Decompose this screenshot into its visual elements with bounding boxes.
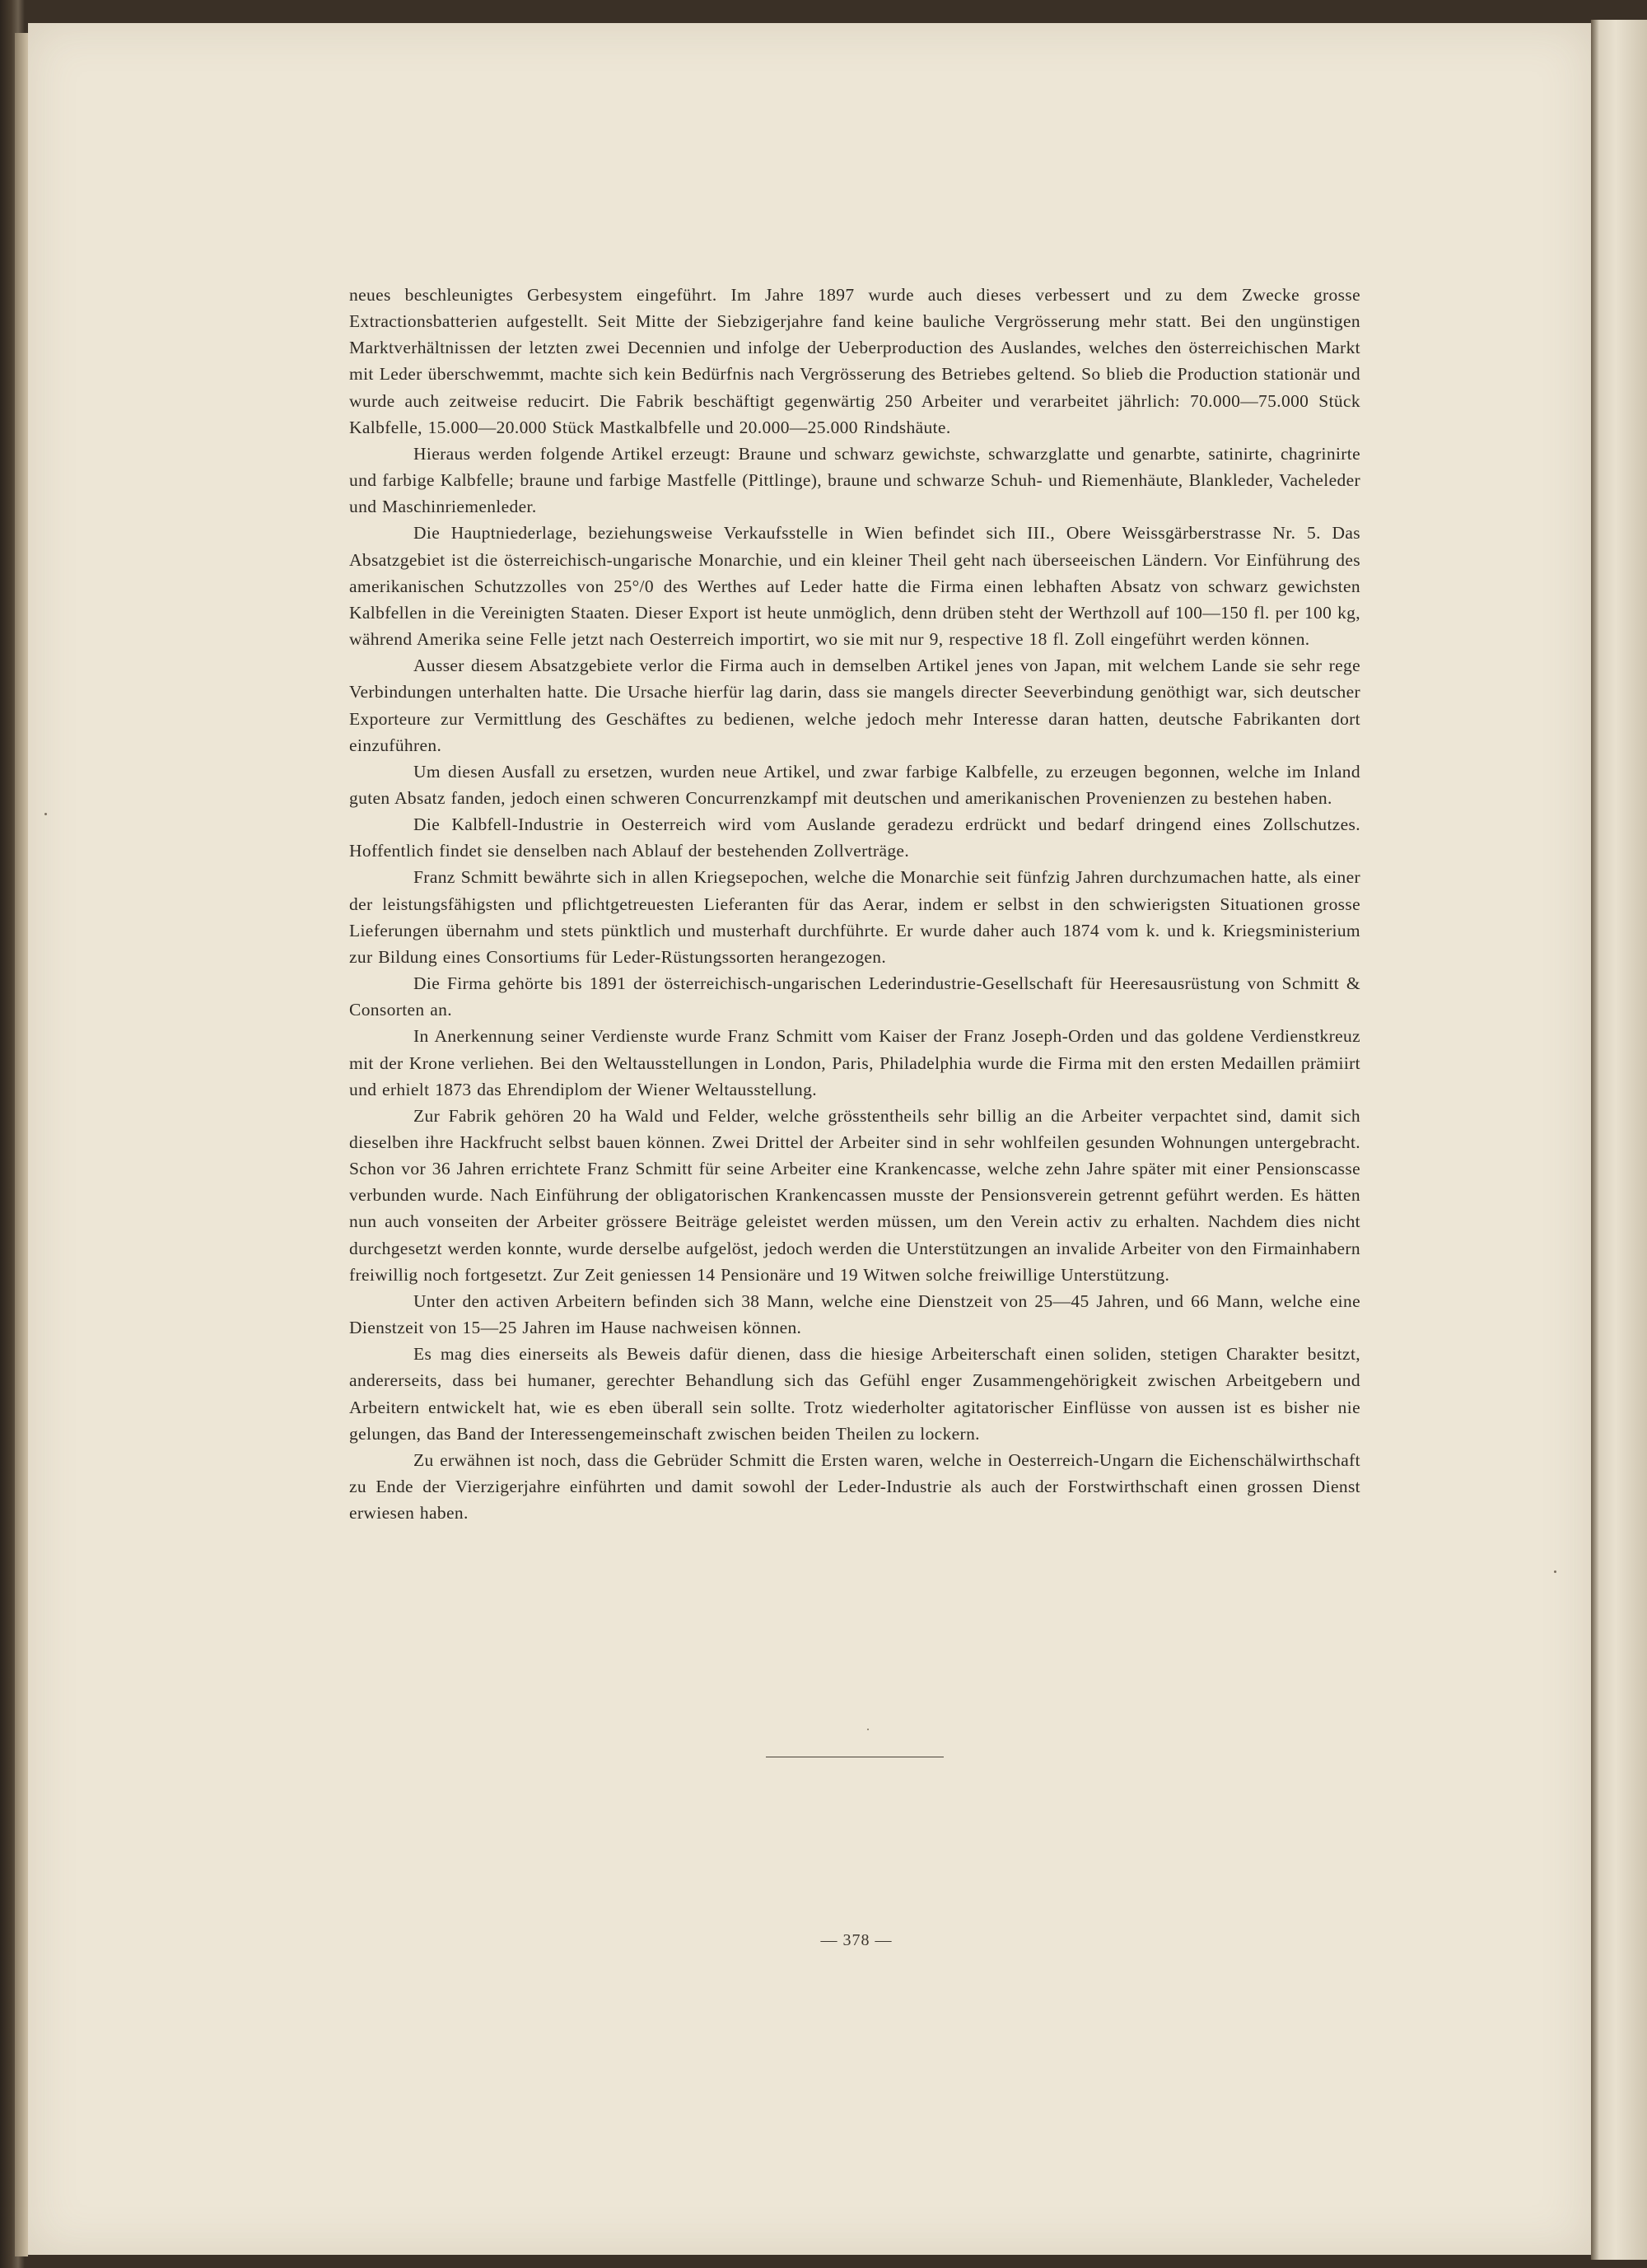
paper-speck <box>44 813 47 815</box>
paragraph: Franz Schmitt bewährte sich in allen Kriegsepochen, welche die Monarchie seit fünfzig Jahren durchzumachen hatte, als einer der leistungsfähigsten und pflichtgetreuesten Lieferanten für das Aerar, indem er selbst in den schwierigsten Situationen grosse Lieferungen übernahm und stets pünktlich und musterhaft durchführte. Er wurde daher auch 1874 vom k. und k. Kriegsministerium zur Bildung eines Consortiums für Leder-Rüstungssorten herangezogen. <box>349 867 1360 967</box>
paragraph: Zu erwähnen ist noch, dass die Gebrüder Schmitt die Ersten waren, welche in Oesterreich-Ungarn die Eichenschälwirthschaft zu Ende der Vierzigerjahre einführten und damit sowohl der Leder-Industrie als auch der Forstwirthschaft einen grossen Dienst erwiesen haben. <box>349 1449 1360 1524</box>
paragraph: Zur Fabrik gehören 20 ha Wald und Felder, welche grösstentheils sehr billig an die Arbeiter verpachtet sind, damit sich dieselben ihre Hackfrucht selbst bauen können. Zwei Drittel der Arbeiter sind in sehr wohlfeilen gesunden Wohnungen untergebracht. Schon vor 36 Jahren errichtete Franz Schmitt für seine Arbeiter eine Krankencasse, welche zehn Jahre später mit einer Pensionscasse verbunden wurde. Nach Einführung der obligatorischen Krankencassen musste der Pensionsverein getrennt geführt werden. Es hätten nun auch vonseiten der Arbeiter grössere Beiträge geleistet werden müssen, um den Verein activ zu erhalten. Nachdem dies nicht durchgesetzt werden konnte, wurde derselbe aufgelöst, jedoch werden die Unterstützungen an invalide Arbeiter von den Firmainhabern freiwillig noch fortgesetzt. Zur Zeit geniessen 14 Pensionäre und 19 Witwen solche freiwillige Unterstützung. <box>349 1105 1360 1285</box>
paper-speck <box>867 1729 869 1730</box>
paragraph: Ausser diesem Absatzgebiete verlor die Firma auch in demselben Artikel jenes von Japan, mit welchem Lande sie sehr rege Verbindungen unterhalten hatte. Die Ursache hierfür lag darin, dass sie mangels directer Seeverbindung genöthigt war, sich deutscher Exporteure zur Vermittlung des Geschäftes zu bedienen, welche jedoch mehr Interesse daran hatten, deutsche Fabrikanten dort einzuführen. <box>349 656 1360 755</box>
paragraph: Die Hauptniederlage, beziehungsweise Verkaufsstelle in Wien befindet sich III., Obere Weissgärberstrasse Nr. 5. Das Absatzgebiet ist die österreichisch-ungarische Monarchie, und ein kleiner Theil geht nach überseeischen Ländern. Vor Einführung des amerikanischen Schutzzolles von 25°/0 des Werthes auf Leder hatte die Firma einen lebhaften Absatz von schwarz gewichsten Kalbfellen in die Vereinigten Staaten. Dieser Export ist heute unmöglich, denn drüben steht der Werthzoll auf 100—150 fl. per 100 kg, während Amerika seine Felle jetzt nach Oesterreich importirt, wo sie mit nur 9, respective 18 fl. Zoll eingeführt werden können. <box>349 523 1360 650</box>
paragraph: neues beschleunigtes Gerbesystem eingeführt. Im Jahre 1897 wurde auch dieses verbessert und zu dem Zwecke grosse Extractionsbatterien aufgestellt. Seit Mitte der Siebzigerjahre fand keine bauliche Vergrösserung mehr statt. Bei den ungünstigen Marktverhältnissen der letzten zwei Decennien und infolge der Ueberproduction des Auslandes, welches den österreichischen Markt mit Leder überschwemmt, machte sich kein Bedürfnis nach Vergrösserung des Betriebes geltend. So blieb die Production stationär und wurde auch zeitweise reducirt. Die Fabrik beschäftigt gegenwärtig 250 Arbeiter und verarbeitet jährlich: 70.000—75.000 Stück Kalbfelle, 15.000—20.000 Stück Mastkalbfelle und 20.000—25.000 Rindshäute. <box>349 285 1360 437</box>
paragraph: In Anerkennung seiner Verdienste wurde Franz Schmitt vom Kaiser der Franz Joseph-Orden und das goldene Verdienstkreuz mit der Krone verliehen. Bei den Weltausstellungen in London, Paris, Philadelphia wurde die Firma mit den ersten Medaillen prämiirt und erhielt 1873 das Ehrendiplom der Wiener Weltausstellung. <box>349 1026 1360 1099</box>
paragraph: Die Firma gehörte bis 1891 der österreichisch-ungarischen Lederindustrie-Gesellschaft für Heeresausrüstung von Schmitt & Consorten an. <box>349 973 1360 1020</box>
paragraph: Unter den activen Arbeitern befinden sich 38 Mann, welche eine Dienstzeit von 25—45 Jahren, und 66 Mann, welche eine Dienstzeit von 15—25 Jahren im Hause nachweisen können. <box>349 1290 1360 1338</box>
left-binding-edge <box>15 33 28 2256</box>
paragraph: Hieraus werden folgende Artikel erzeugt: Braune und schwarz gewichste, schwarzglatte und genarbte, satinirte, chagrinirte und farbige Kalbfelle; braune und farbige Mastfelle (Pittlinge), braune und schwarze Schuh- und Riemenhäute, Blankleder, Vacheleder und Maschinriemenleder. <box>349 443 1360 517</box>
paragraph: Es mag dies einerseits als Beweis dafür dienen, dass die hiesige Arbeiterschaft einen soliden, stetigen Charakter besitzt, andererseits, dass bei humaner, gerechter Behandlung sich das Gefühl enger Zusammengehörigkeit zwischen Arbeitgebern und Arbeitern entwickelt hat, wie es eben überall sein sollte. Trotz wiederholter agitatorischer Einflüsse von aussen ist es bisher nie gelungen, das Band der Interessengemeinschaft zwischen beiden Theilen zu lockern. <box>349 1344 1360 1444</box>
paragraph: Um diesen Ausfall zu ersetzen, wurden neue Artikel, und zwar farbige Kalbfelle, zu erzeugen begonnen, welche im Inland guten Absatz fanden, jedoch einen schweren Concurrenzkampf mit deutschen und amerikanischen Provenienzen zu bestehen haben. <box>349 761 1360 808</box>
paragraph: Die Kalbfell-Industrie in Oesterreich wird vom Auslande geradezu erdrückt und bedarf dringend eines Zollschutzes. Hoffentlich findet sie denselben nach Ablauf der bestehenden Zollverträge. <box>349 814 1360 861</box>
body-text <box>349 282 1360 1526</box>
page-number: — 378 — <box>820 1931 893 1949</box>
right-page-edge <box>1591 20 1647 2260</box>
paper-speck <box>1554 1570 1556 1573</box>
